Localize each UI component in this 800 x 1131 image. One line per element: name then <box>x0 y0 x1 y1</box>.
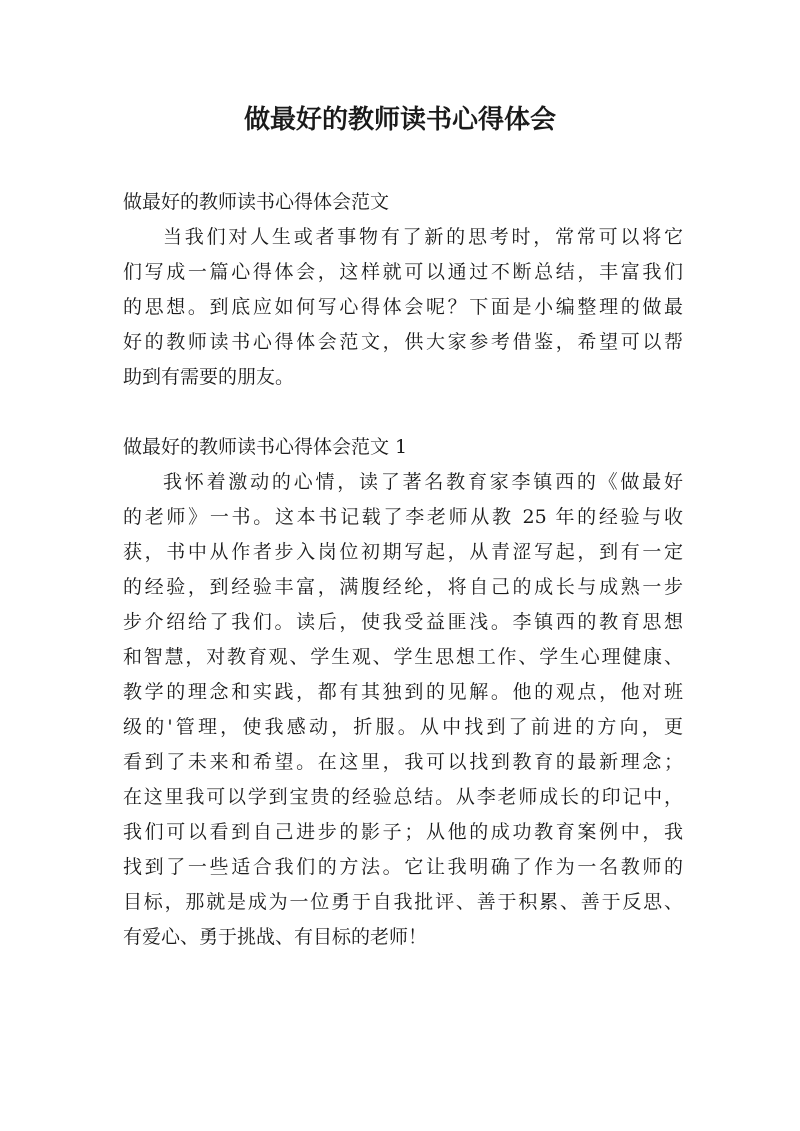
paragraph-line: 们写成一篇心得体会，这样就可以通过不断总结，丰富我们 <box>123 261 683 283</box>
document-title: 做最好的教师读书心得体会 <box>243 105 556 135</box>
intro-paragraph <box>123 220 683 395</box>
paragraph-line: 的经验，到经验丰富，满腹经纶，将自己的成长与成熟一步 <box>123 576 683 598</box>
paragraph-line: 当我们对人生或者事物有了新的思考时，常常可以将它 <box>163 226 683 248</box>
paragraph-line: 级的'管理，使我感动，折服。从中找到了前进的方向，更 <box>123 716 683 738</box>
paragraph-line: 获，书中从作者步入岗位初期写起，从青涩写起，到有一定 <box>123 541 683 563</box>
paragraph-line: 和智慧，对教育观、学生观、学生思想工作、学生心理健康、 <box>123 646 683 668</box>
paragraph-line: 目标，那就是成为一位勇于自我批评、善于积累、善于反思、 <box>123 891 683 913</box>
paragraph-line: 我怀着激动的心情，读了著名教育家李镇西的《做最好 <box>163 471 683 493</box>
intro-heading: 做最好的教师读书心得体会范文 <box>123 191 390 213</box>
paragraph-line: 好的教师读书心得体会范文，供大家参考借鉴，希望可以帮 <box>123 331 683 353</box>
paragraph-line: 有爱心、勇于挑战、有目标的老师！ <box>123 926 428 948</box>
section-heading: 做最好的教师读书心得体会范文 1 <box>123 436 408 458</box>
paragraph-line: 步介绍给了我们。读后，使我受益匪浅。李镇西的教育思想 <box>123 611 683 633</box>
paragraph-line: 助到有需要的朋友。 <box>123 366 295 388</box>
paragraph-line: 找到了一些适合我们的方法。它让我明确了作为一名教师的 <box>123 856 683 878</box>
paragraph-line: 教学的理念和实践，都有其独到的见解。他的观点，他对班 <box>123 681 683 703</box>
paragraph-spacer <box>123 395 683 430</box>
document-body <box>123 185 683 955</box>
paragraph-line: 看到了未来和希望。在这里，我可以找到教育的最新理念； <box>123 751 683 773</box>
paragraph-line: 在这里我可以学到宝贵的经验总结。从李老师成长的印记中， <box>123 786 683 808</box>
section-paragraph <box>123 465 683 955</box>
paragraph-line: 我们可以看到自己进步的影子；从他的成功教育案例中，我 <box>123 821 683 843</box>
paragraph-line: 的思想。到底应如何写心得体会呢？下面是小编整理的做最 <box>123 296 683 318</box>
paragraph-line: 的老师》一书。这本书记载了李老师从教 25 年的经验与收 <box>123 506 683 528</box>
